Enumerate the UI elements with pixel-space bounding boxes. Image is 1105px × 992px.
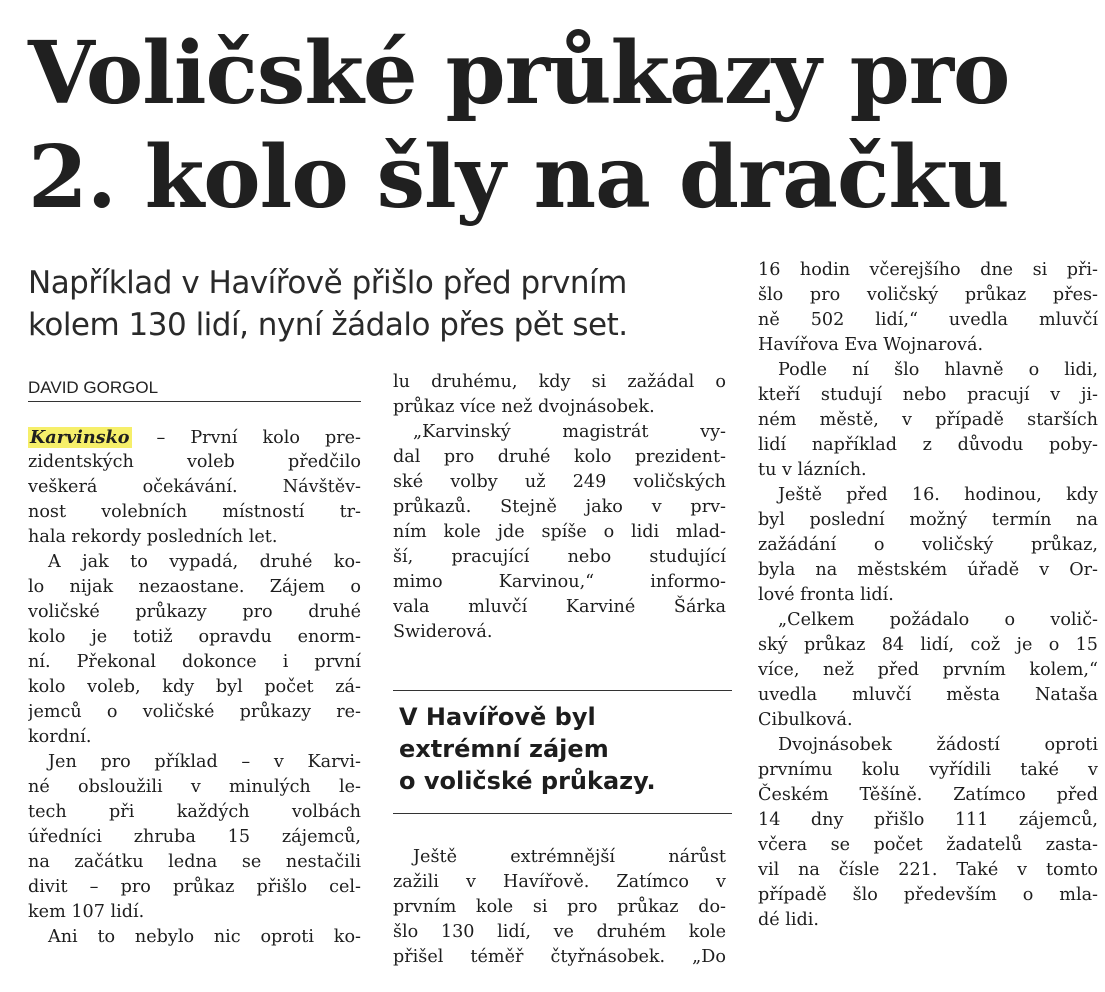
- text-line: divit – pro průkaz přišlo cel-: [28, 877, 361, 897]
- text-line: Cibulková.: [758, 710, 853, 730]
- text-line: ší, pracující nebo studující: [393, 547, 726, 567]
- text-line: Podle ní šlo hlavně o lidi,: [778, 360, 1098, 380]
- text-line: 16 hodin včerejšího dne si při-: [758, 260, 1098, 280]
- column-1: [28, 425, 361, 950]
- text-line: průkazů. Stejně jako v prv-: [393, 497, 726, 517]
- text-line: kem 107 lidí.: [28, 902, 145, 922]
- text-line: Ještě před 16. hodinou, kdy: [778, 485, 1098, 505]
- subheadline-line-2: kolem 130 lidí, nyní žádalo přes pět set.: [28, 307, 628, 343]
- text-line: ním kole jde spíše o lidi mlad-: [393, 522, 726, 542]
- text-line: lové fronta lidí.: [758, 585, 894, 605]
- text-line: Dvojnásobek žádostí oproti: [778, 735, 1098, 755]
- text-line: prvním kole si pro průkaz do-: [393, 897, 726, 917]
- column-2: [393, 370, 726, 645]
- paragraph: [758, 483, 1098, 608]
- text-line: dé lidi.: [758, 910, 820, 930]
- text-line: Ani to nebylo nic oproti ko-: [48, 927, 361, 947]
- paragraph: [758, 258, 1098, 358]
- text-line: kolo voleb, kdy byl počet zá-: [28, 677, 361, 697]
- text-line: ně 502 lidí,“ uvedla mluvčí: [758, 310, 1098, 330]
- text-line: lidí například z důvodu poby-: [758, 435, 1098, 455]
- paragraph: [28, 425, 361, 550]
- text-line: tu v lázních.: [758, 460, 867, 480]
- text-line: Havířova Eva Wojnarová.: [758, 335, 984, 355]
- text-line: úředníci zhruba 15 zájemců,: [28, 827, 361, 847]
- headline-line-1: Voličské průkazy pro: [28, 23, 1010, 124]
- text-line: prvnímu kolu vyřídili také v: [758, 760, 1098, 780]
- text-line: ské volby už 249 voličských: [393, 472, 726, 492]
- subheadline-line-1: Například v Havířově přišlo před prvním: [28, 265, 627, 301]
- text-line: byla na městském úřadě v Or-: [758, 560, 1098, 580]
- text-line: 14 dny přišlo 111 zájemců,: [758, 810, 1098, 830]
- paragraph: [28, 925, 361, 950]
- column-3: [758, 258, 1098, 933]
- text-line: ní. Překonal dokonce i první: [28, 652, 361, 672]
- text-line: kteří studují nebo pracují v ji-: [758, 385, 1098, 405]
- text-line: průkaz více než dvojnásobek.: [393, 397, 655, 417]
- pull-quote: [393, 690, 732, 814]
- text-line: vil na čísle 221. Také v tomto: [758, 860, 1098, 880]
- text-line: Swiderová.: [393, 622, 493, 642]
- article-headline: [28, 22, 1088, 230]
- text-line: dal pro druhé kolo prezident-: [393, 447, 726, 467]
- text-line: na začátku ledna se nestačili: [28, 852, 361, 872]
- location-tag: Karvinsko: [30, 427, 130, 448]
- text-line: více, než před prvním kolem,“: [758, 660, 1098, 680]
- text-line: šlo pro voličský průkaz přes-: [758, 285, 1098, 305]
- text-line: včera se počet žadatelů zasta-: [758, 835, 1098, 855]
- text-line: uvedla mluvčí města Nataša: [758, 685, 1098, 705]
- paragraph: [393, 420, 726, 645]
- article-subheadline: [28, 262, 748, 346]
- paragraph: [28, 550, 361, 750]
- text-line: „Karvinský magistrát vy-: [413, 422, 726, 442]
- text-line: byl poslední možný termín na: [758, 510, 1098, 530]
- text-line: A jak to vypadá, druhé ko-: [48, 552, 361, 572]
- text-line: tech při každých volbách: [28, 802, 361, 822]
- text-line: nost volebních místností tr-: [28, 502, 361, 522]
- paragraph: [758, 608, 1098, 733]
- pull-quote-line: o voličské průkazy.: [399, 767, 656, 795]
- text-line: voličské průkazy pro druhé: [28, 602, 361, 622]
- text-line: přišel téměř čtyřnásobek. „Do: [393, 947, 726, 967]
- text-line: veškerá očekávání. Návštěv-: [28, 477, 361, 497]
- paragraph: [393, 845, 726, 970]
- text-line: mimo Karvinou,“ informo-: [393, 572, 726, 592]
- paragraph: [758, 358, 1098, 483]
- text-line: šlo 130 lidí, ve druhém kole: [393, 922, 726, 942]
- author-byline: DAVID GORGOL: [28, 377, 361, 402]
- text-line: zažádání o voličský průkaz,: [758, 535, 1098, 555]
- text-line: vala mluvčí Karviné Šárka: [393, 597, 726, 617]
- text-line: lo nijak nezaostane. Zájem o: [28, 577, 361, 597]
- paragraph: [28, 750, 361, 925]
- headline-line-2: 2. kolo šly na dračku: [28, 127, 1009, 228]
- text-line: Karvinsko – První kolo pre-: [30, 427, 361, 448]
- text-line: Českém Těšíně. Zatímco před: [758, 785, 1098, 805]
- text-line: kordní.: [28, 727, 92, 747]
- text-line: né obsloužili v minulých le-: [28, 777, 361, 797]
- pull-quote-line: V Havířově byl: [399, 703, 596, 731]
- paragraph: [758, 733, 1098, 933]
- text-line: ský průkaz 84 lidí, což je o 15: [758, 635, 1098, 655]
- text-line: Ještě extrémnější nárůst: [413, 847, 726, 867]
- text-line: Jen pro příklad – v Karvi-: [48, 752, 361, 772]
- text-line: hala rekordy posledních let.: [28, 527, 278, 547]
- paragraph: [393, 370, 726, 420]
- text-line: zažili v Havířově. Zatímco v: [393, 872, 726, 892]
- pull-quote-line: extrémní zájem: [399, 735, 609, 763]
- text-line: „Celkem požádalo o volič-: [778, 610, 1098, 630]
- text-line: lu druhému, kdy si zažádal o: [393, 372, 726, 392]
- text-line: případě šlo především o mla-: [758, 885, 1098, 905]
- text-line: zidentských voleb předčilo: [28, 452, 361, 472]
- column-2-continued: [393, 845, 726, 970]
- text-line: jemců o voličské průkazy re-: [28, 702, 361, 722]
- text-line: kolo je totiž opravdu enorm-: [28, 627, 361, 647]
- text-line: ném městě, v případě starších: [758, 410, 1098, 430]
